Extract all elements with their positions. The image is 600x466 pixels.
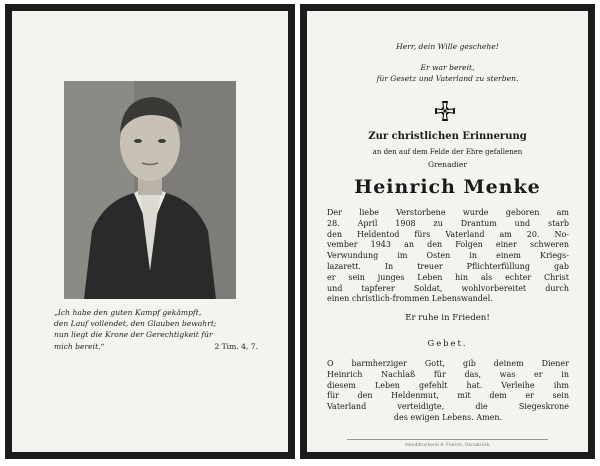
prayer-line: Heinrich Nachlaß für das, was er in	[327, 369, 569, 379]
quote-line: mich bereit.“	[54, 341, 105, 351]
biography-line: Der liebe Verstorbene wurde geboren am	[327, 208, 569, 217]
biography-line: einen christlich-frommen Lebenswandel.	[327, 294, 493, 304]
prayer-title: Gebet.	[427, 338, 468, 348]
deceased-name: Heinrich Menke	[354, 176, 541, 198]
card-left-page	[12, 11, 288, 452]
memorial-card-left	[5, 4, 295, 459]
portrait-photo	[64, 81, 236, 299]
iron-cross-icon	[435, 101, 455, 121]
biography-line: den Heldentod fürs Vaterland am 20. No-	[327, 229, 569, 239]
motto-line-1: Herr, dein Wille geschehe!	[396, 42, 499, 51]
portrait-illustration	[64, 81, 236, 299]
biography-line: und tapferer Soldat, wohlvorbereitet durch	[327, 283, 569, 293]
prayer-line: O barmherziger Gott, gib deinem Diener	[327, 359, 569, 368]
biography-line: vember 1943 an den Folgen einer schweren	[327, 240, 569, 250]
motto-line-2a: Er war bereit,	[420, 63, 475, 72]
rest-in-peace: Er ruhe in Frieden!	[405, 313, 490, 323]
rank: Grenadier	[427, 160, 468, 169]
prayer-text	[327, 359, 569, 424]
prayer-line: für den Heldenmut, mit dem er sein	[327, 391, 569, 401]
memorial-card-right	[300, 4, 595, 459]
card-right-page	[307, 11, 588, 452]
biography-text	[327, 208, 569, 305]
prayer-line: diesem Leben gefehlt hat. Verleihe ihm	[327, 380, 569, 390]
prayer-line: des ewigen Lebens. Amen.	[393, 412, 503, 422]
motto-line-2b: für Gesetz und Vaterland zu sterben.	[376, 74, 519, 83]
biography-line: lazarett. In treuer Pflichterfüllung gab	[327, 261, 569, 271]
bible-quote	[54, 307, 258, 352]
biography-line: er sein junges Leben hin als echter Christ	[327, 272, 569, 282]
heading: Zur christlichen Erinnerung	[368, 131, 527, 142]
quote-line: den Lauf vollendet, den Glauben bewahrt;	[54, 319, 217, 329]
quote-line: nun liegt die Krone der Gerechtigkeit für	[54, 330, 213, 340]
quote-reference: 2 Tim. 4, 7.	[214, 341, 258, 351]
subheading: an den auf dem Felde der Ehre gefallenen	[372, 148, 523, 156]
quote-line: „Ich habe den guten Kampf gekämpft,	[54, 308, 202, 317]
biography-line: Verwundung im Osten in einem Kriegs-	[327, 251, 569, 261]
footer-divider	[347, 439, 548, 440]
biography-line: 28. April 1908 zu Drantum und starb	[327, 218, 569, 228]
printer-credit: Handdruckerei A. Fromm, Osnabrück	[405, 443, 490, 448]
prayer-line: Vaterland verteidigte, die Siegeskrone	[327, 402, 569, 412]
